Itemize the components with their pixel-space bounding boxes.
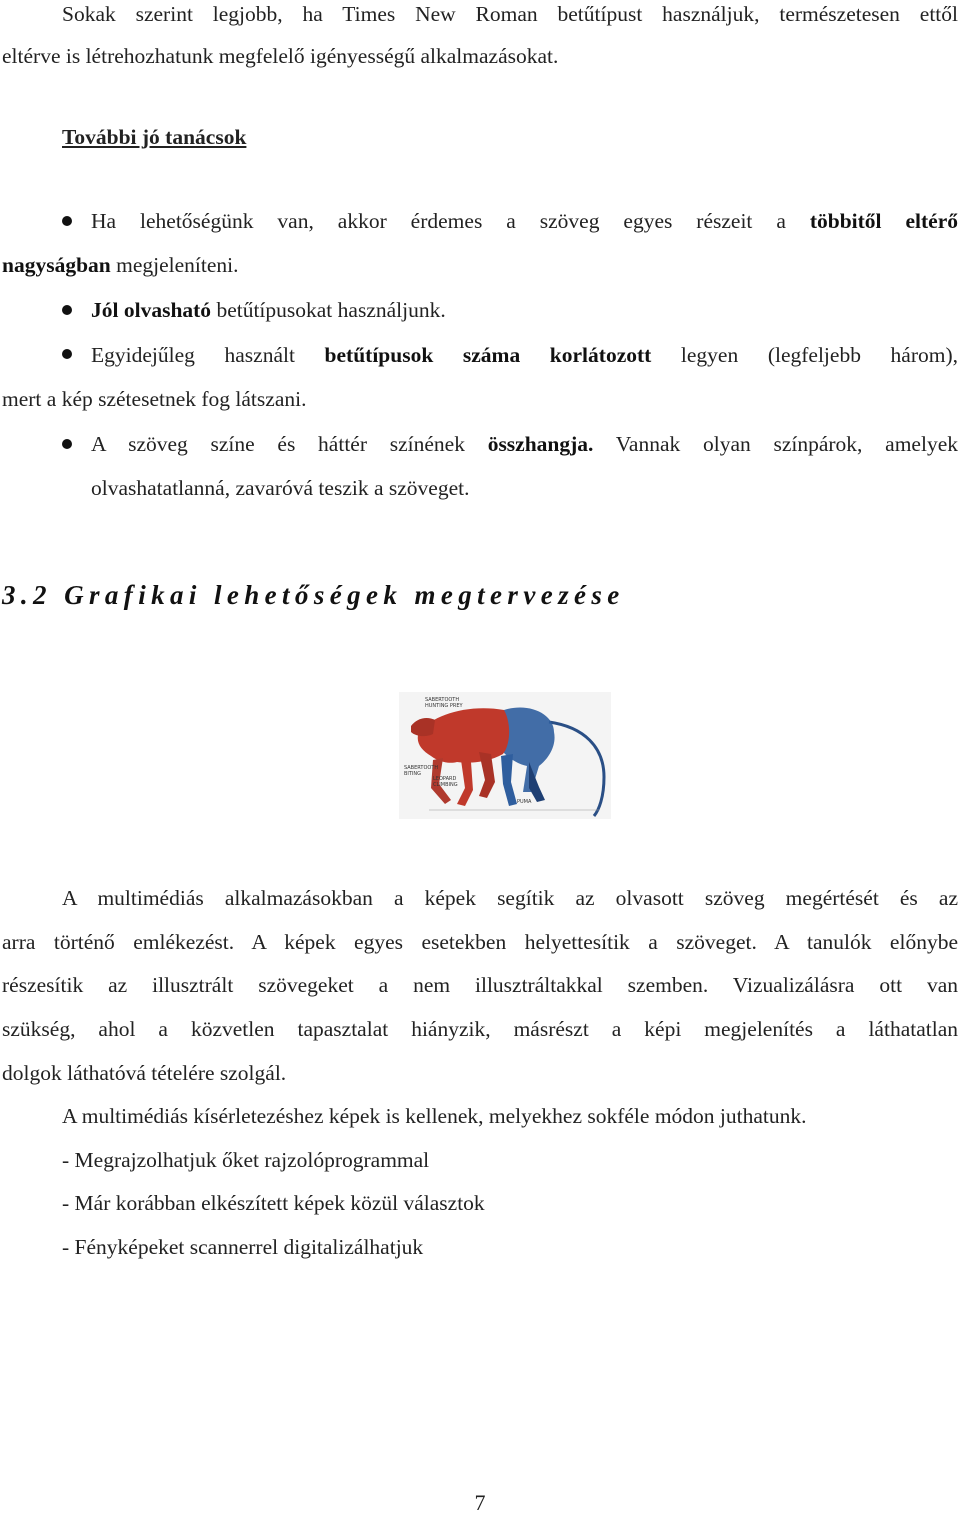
body-p1-line-5: dolgok láthatóvá tételére szolgál. bbox=[2, 1061, 287, 1085]
section-title: 3.2 Grafikai lehetőségek megtervezése bbox=[2, 580, 625, 610]
label-bottom: PUMA bbox=[517, 799, 532, 805]
body-p1-line-4: szükség, ahol a közvetlen tapasztalat hiányzik, másrészt a képi megjelenítés a láthatatlan bbox=[2, 1017, 958, 1041]
body-p1-line-1: A multimédiás alkalmazásokban a képek segítik az olvasott szöveg megértését és az bbox=[62, 886, 958, 910]
label-top: SABERTOOTH bbox=[425, 697, 460, 703]
bullet-dot-1 bbox=[62, 216, 72, 226]
bullet-1-line-1: Ha lehetőségünk van, akkor érdemes a szöveg egyes részeit a többitől eltérő bbox=[91, 209, 958, 233]
label-left: SABERTOOTH bbox=[404, 765, 439, 771]
bullet-dot-3 bbox=[62, 349, 72, 359]
intro-line-2: eltérve is létrehozhatunk megfelelő igényességű alkalmazásokat. bbox=[2, 44, 559, 68]
body-p2: A multimédiás kísérletezéshez képek is kellenek, melyekhez sokféle módon juthatunk. bbox=[62, 1104, 807, 1128]
body-p1-line-3: részesítik az illusztrált szövegeket a nem illusztráltakkal szemben. Vizualizálásra ott van bbox=[2, 973, 958, 997]
list-item: - Fényképeket scannerrel digitalizálhatjuk bbox=[62, 1235, 424, 1259]
bullet-3-line-2: mert a kép szétesetnek fog látszani. bbox=[2, 387, 307, 411]
bullet-3-line-1: Egyidejűleg használt betűtípusok száma korlátozott legyen (legfeljebb három), bbox=[91, 343, 959, 367]
bullet-dot-2 bbox=[62, 305, 72, 315]
list-item: - Már korábban elkészített képek közül választok bbox=[62, 1191, 485, 1215]
bullet-dot-4 bbox=[62, 439, 72, 449]
anatomy-figure bbox=[399, 692, 611, 819]
label-left-2: BITING bbox=[404, 771, 422, 777]
intro-line-1: Sokak szerint legjobb, ha Times New Roman betűtípust használjuk, természetesen ettől bbox=[62, 2, 958, 26]
cat-anatomy-illustration bbox=[399, 692, 611, 819]
tips-heading: További jó tanácsok bbox=[62, 125, 247, 149]
label-top-2: HUNTING PREY bbox=[425, 703, 463, 709]
bullet-2-text: Jól olvasható betűtípusokat használjunk. bbox=[91, 298, 446, 322]
bullet-1-line-2: nagyságban megjeleníteni. bbox=[2, 253, 239, 277]
list-item: - Megrajzolhatjuk őket rajzolóprogrammal bbox=[62, 1148, 430, 1172]
page-number: 7 bbox=[474, 1490, 486, 1515]
bullet-4-line-1: A szöveg színe és háttér színének összhangja. Vannak olyan színpárok, amelyek bbox=[91, 432, 958, 456]
bullet-4-line-2: olvashatatlanná, zavaróvá teszik a szöveget. bbox=[91, 476, 470, 500]
body-p1-line-2: arra történő emlékezést. A képek egyes esetekben helyettesítik a szöveget. A tanulók előnybe bbox=[2, 930, 958, 954]
label-mid-2: CLIMBING bbox=[433, 782, 458, 788]
label-mid: LEOPARD bbox=[433, 776, 457, 782]
